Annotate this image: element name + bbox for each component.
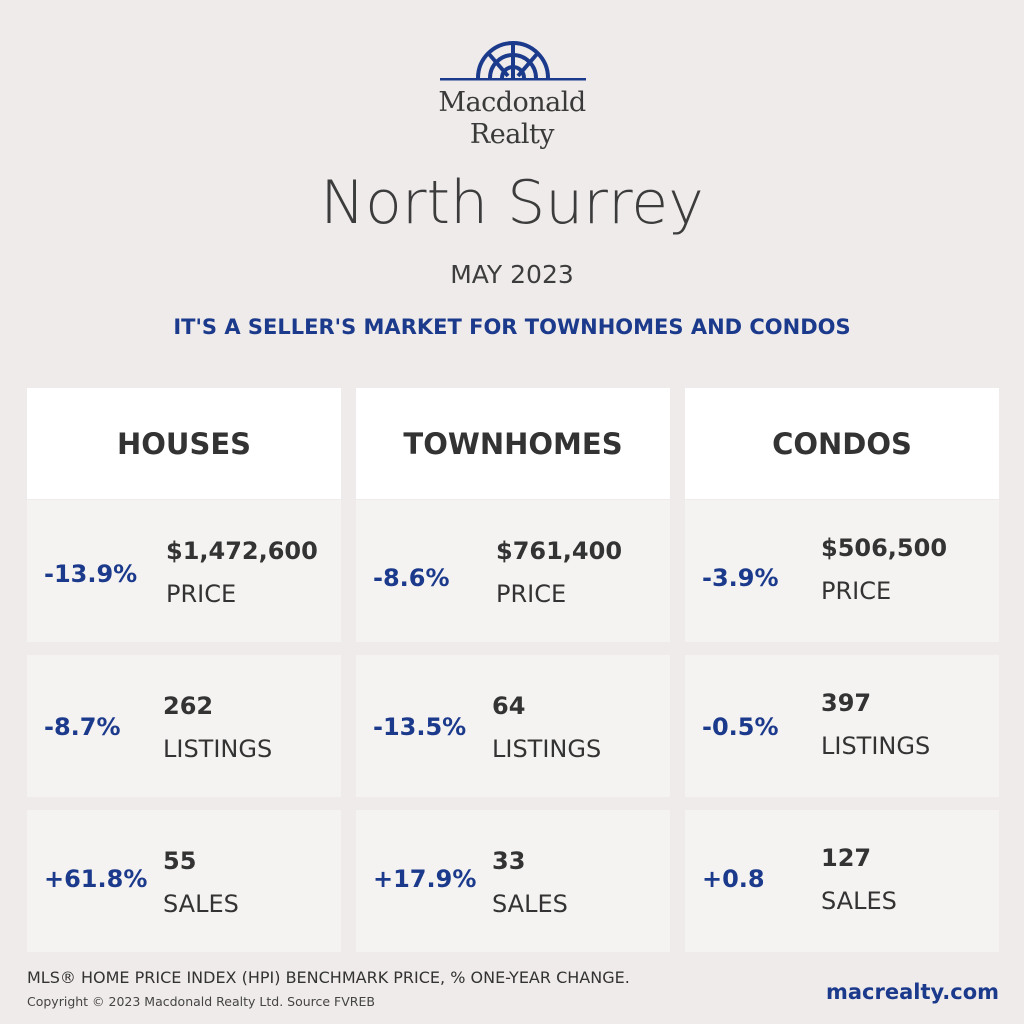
- houses-listings-change: -8.7%: [44, 713, 121, 741]
- condos-sales-value: 127: [821, 844, 872, 872]
- condos-price-label: PRICE: [821, 577, 892, 605]
- townhomes-listings-value: 64: [492, 692, 526, 720]
- column-header-condos: CONDOS: [685, 388, 999, 499]
- townhomes-listings-card: [356, 655, 670, 797]
- brand-name-line1: Macdonald: [438, 87, 586, 118]
- condos-listings-label: LISTINGS: [821, 732, 931, 760]
- page-title: North Surrey: [320, 168, 704, 238]
- condos-price-value: $506,500: [821, 534, 948, 562]
- houses-price-card: [27, 500, 341, 642]
- townhomes-price-label: PRICE: [496, 580, 567, 608]
- houses-sales-value: 55: [163, 847, 197, 875]
- houses-price-value: $1,472,600: [166, 537, 318, 565]
- website-link[interactable]: macrealty.com: [826, 980, 1000, 1004]
- houses-listings-card: [27, 655, 341, 797]
- condos-sales-change: +0.8: [702, 865, 765, 893]
- houses-listings-value: 262: [163, 692, 214, 720]
- houses-price-change: -13.9%: [44, 560, 138, 588]
- condos-listings-change: -0.5%: [702, 713, 779, 741]
- townhomes-price-change: -8.6%: [373, 564, 450, 592]
- condos-sales-label: SALES: [821, 887, 897, 915]
- macdonald-realty-logo-icon: [440, 38, 586, 84]
- column-header-houses: HOUSES: [27, 388, 341, 499]
- condos-listings-value: 397: [821, 689, 872, 717]
- houses-price-label: PRICE: [166, 580, 237, 608]
- townhomes-sales-card: [356, 810, 670, 952]
- tagline: IT'S A SELLER'S MARKET FOR TOWNHOMES AND CONDOS: [173, 315, 851, 339]
- townhomes-listings-label: LISTINGS: [492, 735, 602, 763]
- townhomes-price-card: [356, 500, 670, 642]
- condos-sales-card: [685, 810, 999, 952]
- townhomes-listings-change: -13.5%: [373, 713, 467, 741]
- townhomes-sales-label: SALES: [492, 890, 568, 918]
- condos-listings-card: [685, 655, 999, 797]
- hpi-note: MLS® HOME PRICE INDEX (HPI) BENCHMARK PRICE, % ONE-YEAR CHANGE.: [27, 968, 630, 987]
- houses-sales-change: +61.8%: [44, 865, 148, 893]
- houses-sales-card: [27, 810, 341, 952]
- townhomes-price-value: $761,400: [496, 537, 623, 565]
- condos-price-change: -3.9%: [702, 564, 779, 592]
- period-label: MAY 2023: [450, 260, 574, 289]
- brand-name-line2: Realty: [469, 119, 555, 150]
- column-header-townhomes: TOWNHOMES: [356, 388, 670, 499]
- copyright-text: Copyright © 2023 Macdonald Realty Ltd. Source FVREB: [27, 994, 375, 1009]
- townhomes-sales-change: +17.9%: [373, 865, 477, 893]
- condos-price-card: [685, 500, 999, 642]
- houses-listings-label: LISTINGS: [163, 735, 273, 763]
- townhomes-sales-value: 33: [492, 847, 526, 875]
- houses-sales-label: SALES: [163, 890, 239, 918]
